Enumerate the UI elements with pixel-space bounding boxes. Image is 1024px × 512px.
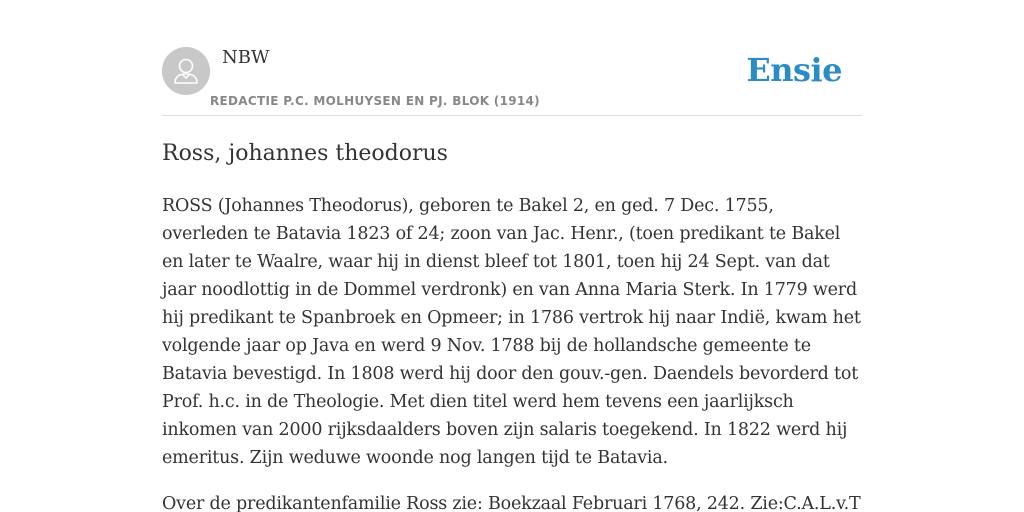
article-body: [162, 192, 862, 512]
author-name[interactable]: NBW: [222, 47, 270, 68]
article-container: [162, 0, 862, 512]
ensie-logo[interactable]: Ensie: [746, 51, 842, 89]
article-header: [162, 0, 862, 116]
avatar-person-icon: [162, 47, 210, 95]
user-avatar-icon[interactable]: [162, 47, 210, 95]
article-paragraph: Over de predikantenfamilie Ross zie: Boekzaal Februari 1768, 242. Zie:C.A.L.v.T: [162, 494, 861, 512]
article-paragraph: ROSS (Johannes Theodorus), geboren te Bakel 2, en ged. 7 Dec. 1755, overleden te Batavia 1823 of 24; zoon van Jac. Henr., (toen predikant te Bakel en later te Waalre, waar hij in dienst bleef tot 1801, toen hij 24 Sept. van dat jaar noodlottig in de Dommel verdronk) en van Anna Maria Sterk. In 1779 werd hij predikant te Spanbroek en Opmeer; in 1786 vertrok hij naar Indië, kwam het volgende jaar op Java en werd 9 Nov. 1788 bij de hollandsche gemeente te Batavia bevestigd. In 1808 werd hij door den gouv.-gen. Daendels bevorderd tot Prof. h.c. in de Theologie. Met dien titel werd hem tevens een jaarlijksch inkomen van 2000 rijksdaalders boven zijn salaris toegekend. In 1822 werd hij emeritus. Zijn weduwe woonde nog langen tijd te Batavia.: [162, 196, 861, 468]
article-title: Ross, johannes theodorus: [162, 141, 448, 166]
author-subtitle: REDACTIE P.C. MOLHUYSEN EN PJ. BLOK (1914): [210, 94, 540, 108]
